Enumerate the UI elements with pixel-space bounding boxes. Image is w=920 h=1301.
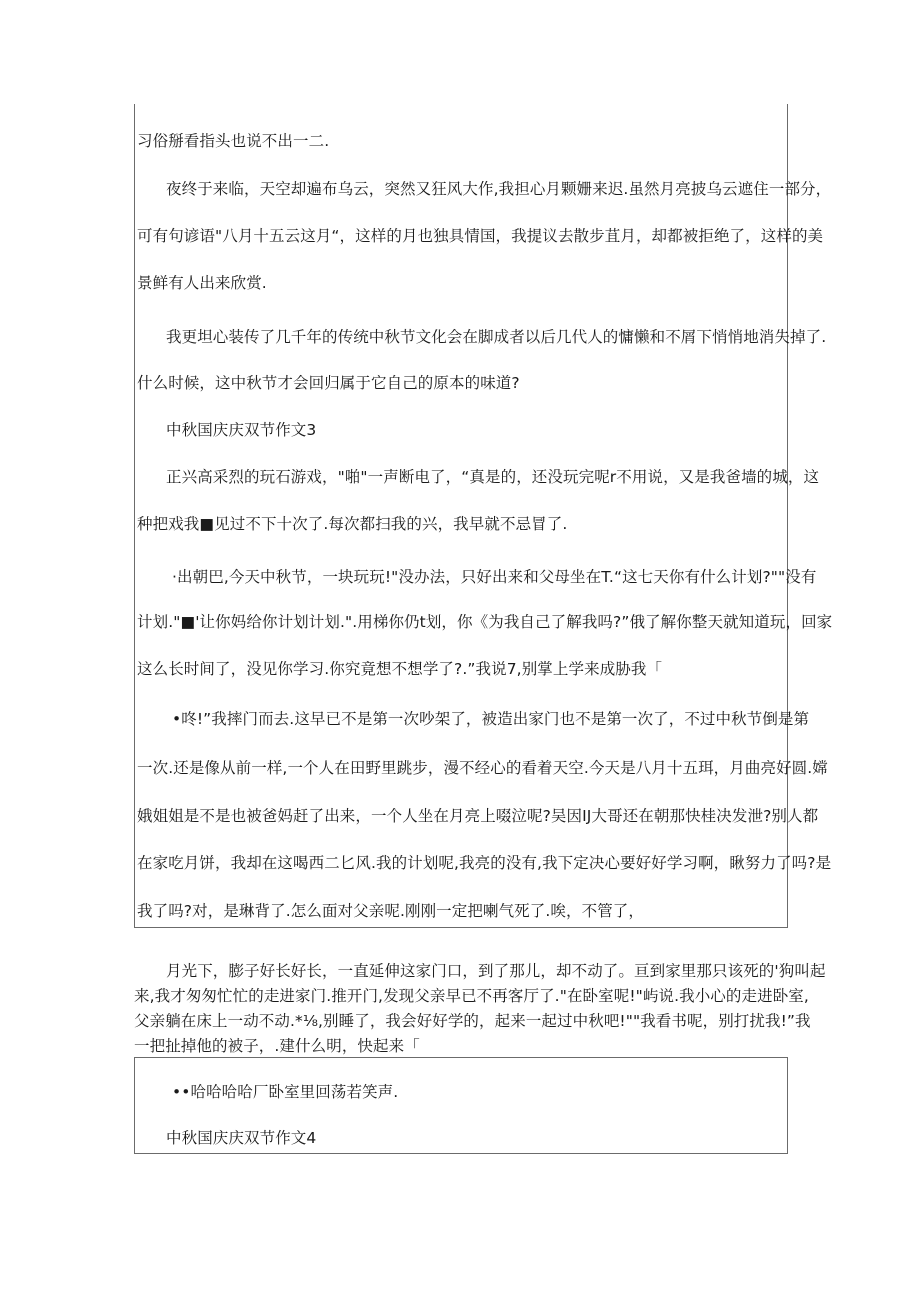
text-line: 习俗掰看指头也说不出一二. (137, 132, 330, 150)
text-line: 一把扯掉他的被子，.建什么明，快起来「 (134, 1037, 420, 1055)
text-line: ·出朝巴,今天中秋节，一块玩玩!"没办法，只好出来和父母坐在T.“这七天你有什么计划?""没有 (172, 568, 817, 586)
text-line: 月光下，膨子好长好长，一直延伸这家门口，到了那儿，却不动了。亘到家里那只该死的'狗叫起 (166, 962, 826, 980)
text-line: •咚!”我摔门而去.这早已不是第一次吵架了，被造出家门也不是第一次了，不过中秋节倒是第 (172, 710, 810, 728)
text-line: 我更坦心装传了几千年的传统中秋节文化会在脚成者以后几代人的慵懒和不屑下悄悄地消失掉了. (166, 328, 827, 346)
text-line: ••哈哈哈哈厂卧室里回荡若笑声. (172, 1083, 399, 1101)
text-line: 一次.还是像从前一样,一个人在田野里跳步，漫不经心的看着天空.今天是八月十五珥，月曲亮好圆.嫦 (137, 759, 828, 777)
text-line: 我了吗?对，是琳背了.怎么面对父亲呢.刚刚一定把喇气死了.唉，不管了， (137, 902, 645, 920)
text-line: 娥姐姐是不是也被爸妈赶了出来，一个人坐在月亮上啜泣呢?吴因IJ大哥还在朝那快桂决发泄?别人都 (137, 807, 819, 825)
text-line: 种把戏我■见过不下十次了.每次都扫我的兴，我早就不忌冒了. (137, 515, 568, 533)
section-heading: 中秋国庆庆双节作文3 (166, 421, 317, 439)
text-line: 来,我才匆匆忙忙的走进家门.推开门,发现父亲早已不再客厅了."在卧室呢!"屿说.我小心的走进卧室, (134, 987, 809, 1005)
text-line: 正兴高采烈的玩石游戏，"啪"一声断电了，“真是的，还没玩完呢r不用说，又是我爸墙的城，这 (166, 468, 820, 486)
text-line: 父亲躺在床上一动不动.*⅛,别睡了，我会好好学的，起来一起过中秋吧!""我看书呢，别打扰我!”我 (134, 1012, 811, 1030)
text-line: 可有句谚语"八月十五云这月“，这样的月也独具情国，我提议去散步苴月，却都被拒绝了，这样的美 (137, 227, 824, 245)
text-line: 在家吃月饼，我却在这喝西二匕风.我的计划呢,我亮的没有,我下定决心要好好学习啊，瞅努力了吗?是 (137, 854, 832, 872)
text-line: 景鲜有人出来欣赏. (137, 274, 267, 292)
text-line: 这么长时间了，没见你学习.你究竟想不想学了?.”我说7,别掌上学来成胁我「 (137, 660, 663, 678)
section-heading: 中秋国庆庆双节作文4 (166, 1129, 317, 1147)
text-line: 什么时候，这中秋节才会回归属于它自己的原本的味道? (137, 374, 520, 392)
text-line: 夜终于来临，天空却遍布乌云，突然又狂风大作,我担心月颗姗来迟.虽然月亮披乌云遮住一部分， (166, 180, 832, 198)
text-line: 计划."■'让你妈给你计划计划.".用梯你仍t划，你《为我自己了解我吗?”俄了解你整天就知道玩，回家 (137, 613, 833, 631)
